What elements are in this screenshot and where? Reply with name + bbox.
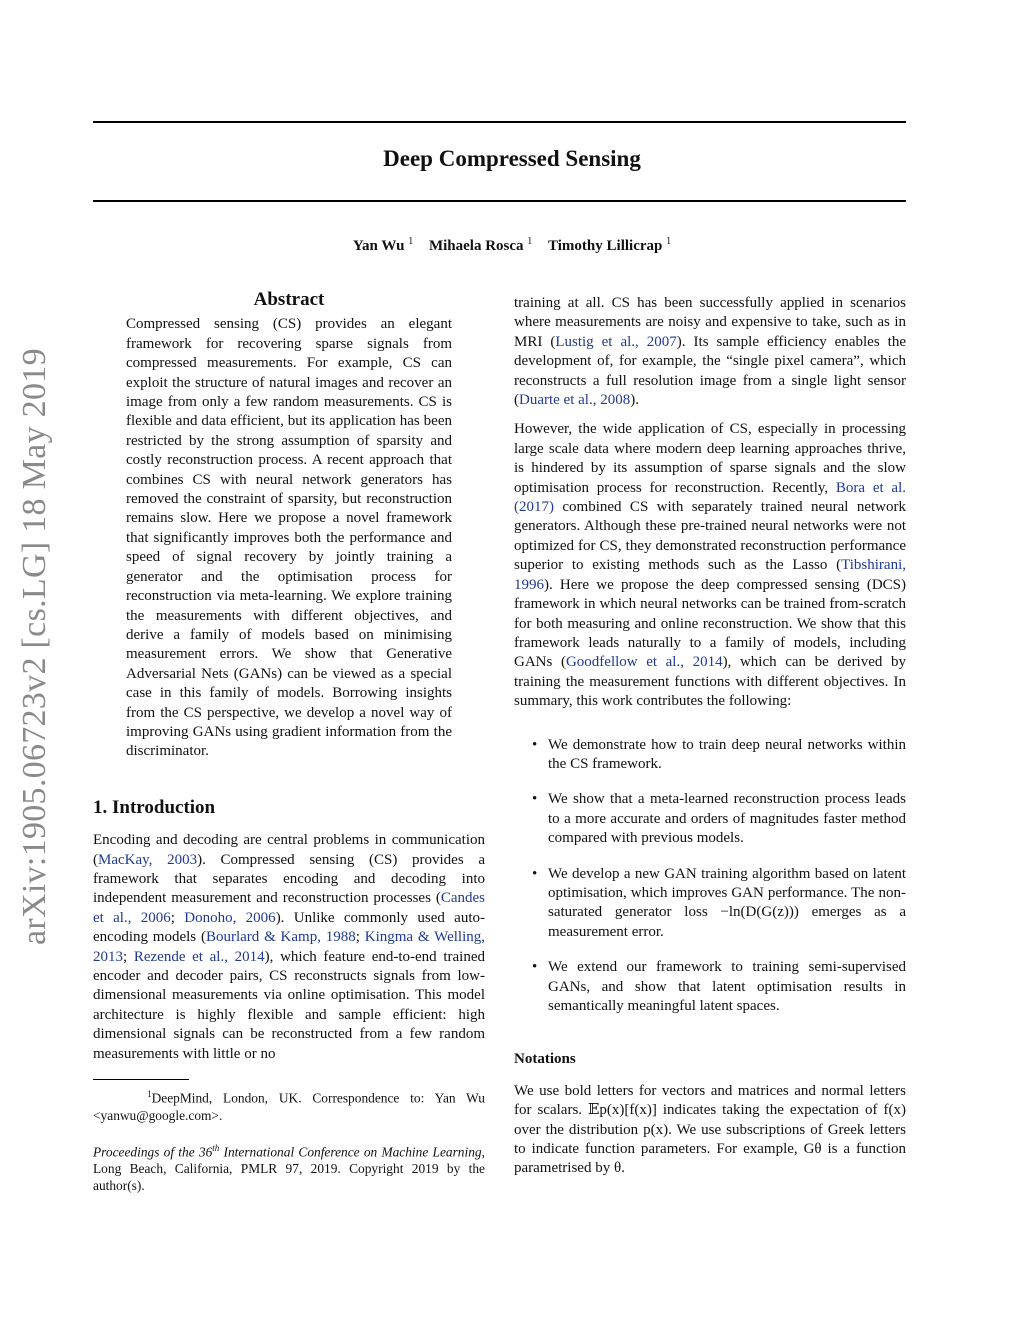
right-column bbox=[514, 294, 906, 1179]
citation-link[interactable]: Goodfellow et al., 2014 bbox=[565, 654, 723, 671]
author: Timothy Lillicrap $^1$ bbox=[548, 236, 672, 254]
citation-link[interactable]: Lustig et al., 2007 bbox=[555, 333, 677, 350]
bullet-icon: • bbox=[532, 959, 538, 976]
title-rule-bottom bbox=[93, 200, 906, 202]
citation-link[interactable]: Kingma & Welling, 2013 bbox=[93, 929, 485, 965]
author: Yan Wu $^1$ bbox=[352, 236, 414, 254]
citation-link[interactable]: Donoho, 2006 bbox=[184, 909, 276, 926]
arxiv-identifier-stamp: arXiv:1905.06723v2 [cs.LG] 18 May 2019 bbox=[16, 348, 53, 945]
intro-paragraph: However, the wide application of CS, especially in processing large scale data where modern deep learning approaches thrive, is hindered by its assumption of sparse signals and the slow optimisation process for reconstruction. Recently, Bora et al. (2017) combined CS with separately trained neural network generators. Although these pre-trained neural networks were not optimized for CS, they demonstrated reconstruction performance superior to existing methods such as the Lasso (Tibshirani, 1996). Here we propose the deep compressed sensing (DCS) framework in which neural networks can be trained from-scratch for both measuring and online reconstruction. We show that this framework leads naturally to a family of models, including GANs (Goodfellow et al., 2014), which can be derived by training the measurement functions with different objectives. In summary, this work contributes the following: bbox=[514, 421, 906, 710]
title-rule-top bbox=[93, 121, 906, 123]
list-item: • We demonstrate how to train deep neural networks within the CS framework. bbox=[532, 736, 906, 772]
intro-heading: 1. Introduction bbox=[93, 796, 216, 818]
list-item: • We develop a new GAN training algorithm based on latent optimisation, which improves GAN performance. The non-saturated generator loss −ln(D(G(z))) emerges as a measurement error. bbox=[532, 865, 906, 940]
list-item: • We show that a meta-learned reconstruction process leads to a more accurate and orders of magnitudes faster method compared with previous models. bbox=[532, 791, 906, 847]
contributions-list bbox=[514, 736, 906, 1017]
citation-link[interactable]: Bora et al. (2017) bbox=[514, 479, 906, 516]
citation-link[interactable]: Tibshirani, 1996 bbox=[514, 557, 906, 593]
paper-title: Deep Compressed Sensing bbox=[383, 146, 641, 171]
citation-link[interactable]: Candes et al., 2006 bbox=[93, 890, 485, 926]
notations-heading: Notations bbox=[514, 1051, 576, 1068]
intro-paragraph: Encoding and decoding are central problems in communication (MacKay, 2003). Compressed sensing (CS) provides a framework that separates encoding and decoding into independent measurement and reconstruction processes (Candes et al., 2006; Donoho, 2006). Unlike commonly used auto-encoding models (Bourlard & Kamp, 1988; Kingma & Welling, 2013; Rezende et al., 2014), which feature end-to-end trained encoder and decoder pairs, CS reconstructs signals from low-dimensional measurements via online optimisation. This model architecture is highly flexible and sample efficient: high dimensional signals can be reconstructed from a few random measurements with little or no bbox=[93, 832, 485, 1062]
abstract-text: Compressed sensing (CS) provides an elegant framework for recovering sparse signals from compressed measurements. For example, CS can exploit the structure of natural images and recover an image from only a few random measurements. CS is flexible and data efficient, but its application has been restricted by the strong assumption of sparsity and costly reconstruction process. A recent approach that combines CS with neural network generators has removed the constraint of sparsity, but reconstruction remains slow. Here we propose a novel framework that significantly improves both the performance and speed of signal recovery by jointly training a generator and the optimisation process for reconstruction via meta-learning. We explore training the measurements with different objectives, and derive a family of models based on minimising measurement errors. We show that Generative Adversarial Nets (GANs) can be viewed as a special case in this family of models. Borrowing insights from the CS perspective, we develop a novel way of improving GANs using gradient information from the discriminator. bbox=[126, 316, 452, 760]
abstract-heading: Abstract bbox=[253, 289, 325, 310]
intro-paragraph: training at all. CS has been successfully applied in scenarios where measurements are noisy and expensive to take, such as in MRI (Lustig et al., 2007). Its sample efficiency enables the development of, for example, the “single pixel camera”, which reconstructs a full resolution image from a single light sensor (Duarte et al., 2008). bbox=[514, 295, 906, 409]
citation-link[interactable]: Bourlard & Kamp, 1988 bbox=[205, 929, 356, 946]
footnote-divider bbox=[93, 1079, 189, 1080]
author-list bbox=[0, 236, 1024, 255]
citation-link[interactable]: MacKay, 2003 bbox=[98, 851, 198, 868]
citation-link[interactable]: Rezende et al., 2014 bbox=[133, 948, 265, 965]
list-item: • We extend our framework to training semi-supervised GANs, and show that latent optimisation results in semantically meaningful latent spaces. bbox=[532, 959, 906, 1014]
left-column bbox=[93, 290, 485, 1194]
notations-paragraph: We use bold letters for vectors and matrices and normal letters for scalars. 𝔼p(x)[f(x)] indicates taking the expectation of f(x) over the distribution p(x). We use subscriptions of Greek letters to indicate function parameters. For example, Gθ is a function parametrised by θ. bbox=[514, 1082, 906, 1177]
proceedings-footnote: Proceedings of the 36th International Conference on Machine Learning, Long Beach, California, PMLR 97, 2019. Copyright 2019 by the author(s). bbox=[93, 1142, 485, 1193]
citation-link[interactable]: Duarte et al., 2008 bbox=[519, 392, 631, 409]
bullet-icon: • bbox=[532, 791, 538, 808]
author: Mihaela Rosca $^1$ bbox=[428, 236, 533, 254]
affiliation-footnote: $^1$DeepMind, London, UK. Correspondence to: Yan Wu <yanwu@google.com>. bbox=[93, 1089, 485, 1123]
bullet-icon: • bbox=[532, 865, 538, 882]
abstract-section bbox=[126, 290, 452, 762]
bullet-icon: • bbox=[532, 736, 538, 753]
